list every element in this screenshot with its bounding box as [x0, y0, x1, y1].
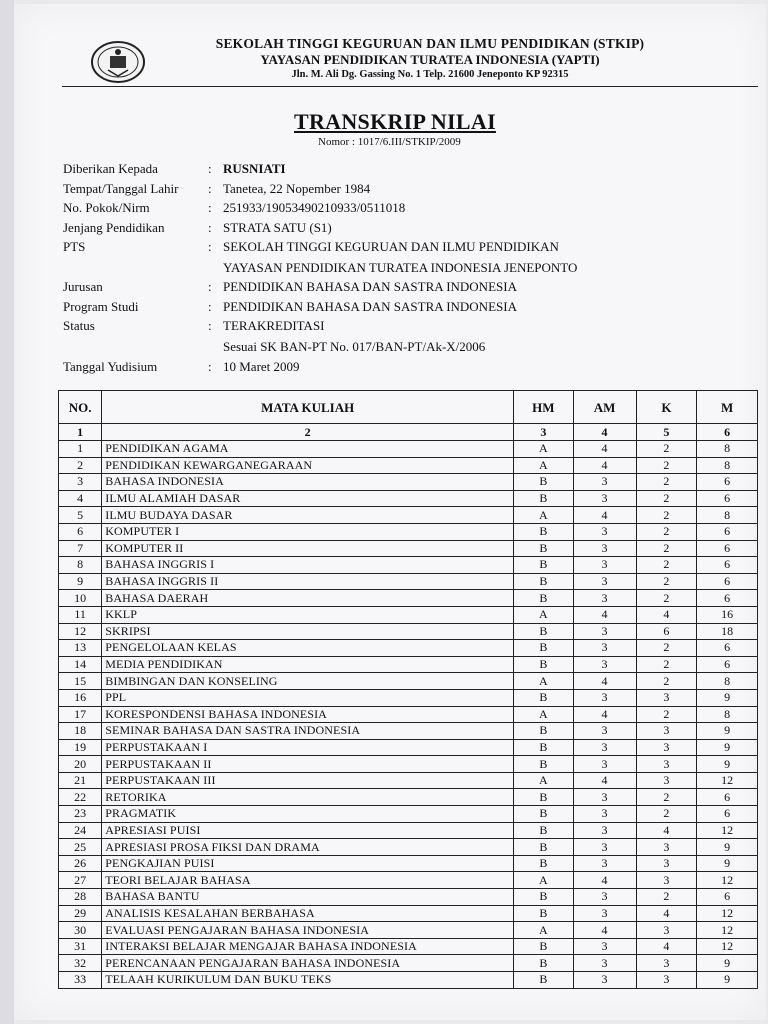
table-row [59, 955, 758, 972]
course-name: SKRIPSI [102, 623, 514, 640]
info-label: Diberikan Kepada [63, 161, 158, 176]
table-row [59, 540, 758, 557]
table-row [59, 839, 758, 856]
course-name: EVALUASI PENGAJARAN BAHASA INDONESIA [102, 922, 514, 939]
quality-points: 6 [697, 474, 758, 491]
info-value: RUSNIATI [223, 161, 286, 176]
quality-points: 6 [697, 656, 758, 673]
col-number: 1 [59, 424, 102, 441]
row-number: 32 [59, 955, 102, 972]
info-colon: : [208, 359, 212, 374]
course-name: BAHASA DAERAH [102, 590, 514, 607]
credits: 2 [636, 889, 697, 906]
grade-point: 3 [573, 490, 636, 507]
table-row [59, 772, 758, 789]
grade-letter: B [514, 739, 573, 756]
quality-points: 12 [697, 922, 758, 939]
row-number: 20 [59, 756, 102, 773]
grade-point: 3 [573, 889, 636, 906]
row-number: 28 [59, 889, 102, 906]
col-header-no: NO. [59, 391, 102, 424]
credits: 2 [636, 573, 697, 590]
course-name: PENGELOLAAN KELAS [102, 640, 514, 657]
course-name: PERENCANAAN PENGAJARAN BAHASA INDONESIA [102, 955, 514, 972]
grade-point: 3 [573, 523, 636, 540]
info-label: Jurusan [63, 279, 103, 294]
credits: 3 [636, 922, 697, 939]
column-number-row [59, 424, 758, 441]
row-number: 19 [59, 739, 102, 756]
grade-letter: B [514, 822, 573, 839]
grade-point: 3 [573, 806, 636, 823]
col-header-mata-kuliah: MATA KULIAH [102, 391, 514, 424]
header-divider [62, 86, 758, 87]
grade-letter: A [514, 441, 573, 458]
table-row [59, 557, 758, 574]
quality-points: 6 [697, 540, 758, 557]
grade-point: 3 [573, 756, 636, 773]
grade-point: 4 [573, 706, 636, 723]
info-colon: : [208, 239, 212, 254]
course-name: BAHASA INGGRIS I [102, 557, 514, 574]
table-row [59, 474, 758, 491]
table-row [59, 922, 758, 939]
table-row [59, 457, 758, 474]
course-name: INTERAKSI BELAJAR MENGAJAR BAHASA INDONESIA [102, 938, 514, 955]
grade-letter: B [514, 806, 573, 823]
grade-point: 4 [573, 457, 636, 474]
quality-points: 8 [697, 673, 758, 690]
quality-points: 9 [697, 972, 758, 989]
grade-letter: B [514, 789, 573, 806]
info-label: Program Studi [63, 299, 139, 314]
credits: 3 [636, 772, 697, 789]
credits: 3 [636, 739, 697, 756]
info-value: YAYASAN PENDIDIKAN TURATEA INDONESIA JENEPONTO [223, 260, 578, 275]
grade-point: 3 [573, 656, 636, 673]
row-number: 23 [59, 806, 102, 823]
grade-letter: B [514, 590, 573, 607]
table-row [59, 972, 758, 989]
grade-letter: B [514, 855, 573, 872]
course-name: PENGKAJIAN PUISI [102, 855, 514, 872]
quality-points: 9 [697, 756, 758, 773]
row-number: 14 [59, 656, 102, 673]
row-number: 33 [59, 972, 102, 989]
info-colon: : [208, 200, 212, 215]
grade-point: 3 [573, 474, 636, 491]
course-name: BAHASA INDONESIA [102, 474, 514, 491]
info-colon: : [208, 181, 212, 196]
institution-address: Jln. M. Ali Dg. Gassing No. 1 Telp. 21600 Jeneponto KP 92315 [291, 69, 569, 80]
credits: 2 [636, 557, 697, 574]
grade-letter: B [514, 656, 573, 673]
row-number: 12 [59, 623, 102, 640]
info-colon: : [208, 318, 212, 333]
grade-letter: B [514, 557, 573, 574]
grade-letter: B [514, 889, 573, 906]
quality-points: 12 [697, 905, 758, 922]
document-number: Nomor : 1017/6.III/STKIP/2009 [318, 136, 461, 148]
credits: 2 [636, 673, 697, 690]
credits: 3 [636, 839, 697, 856]
course-name: MEDIA PENDIDIKAN [102, 656, 514, 673]
foundation-name: YAYASAN PENDIDIKAN TURATEA INDONESIA (YAPTI) [260, 52, 600, 67]
grade-letter: B [514, 905, 573, 922]
quality-points: 6 [697, 557, 758, 574]
info-colon: : [208, 220, 212, 235]
row-number: 13 [59, 640, 102, 657]
info-label: Tempat/Tanggal Lahir [63, 181, 179, 196]
table-row [59, 640, 758, 657]
quality-points: 9 [697, 689, 758, 706]
row-number: 31 [59, 938, 102, 955]
course-name: SEMINAR BAHASA DAN SASTRA INDONESIA [102, 723, 514, 740]
col-header-hm: HM [514, 391, 573, 424]
row-number: 2 [59, 457, 102, 474]
credits: 3 [636, 872, 697, 889]
table-row [59, 441, 758, 458]
grade-letter: B [514, 723, 573, 740]
col-header-k: K [636, 391, 697, 424]
grade-point: 3 [573, 905, 636, 922]
table-row [59, 590, 758, 607]
row-number: 21 [59, 772, 102, 789]
row-number: 8 [59, 557, 102, 574]
grade-point: 3 [573, 590, 636, 607]
row-number: 25 [59, 839, 102, 856]
table-row [59, 889, 758, 906]
quality-points: 12 [697, 872, 758, 889]
row-number: 29 [59, 905, 102, 922]
row-number: 10 [59, 590, 102, 607]
quality-points: 8 [697, 441, 758, 458]
info-value: Sesuai SK BAN-PT No. 017/BAN-PT/Ak-X/2006 [223, 339, 486, 354]
table-row [59, 573, 758, 590]
table-row [59, 723, 758, 740]
grade-point: 4 [573, 922, 636, 939]
table-row [59, 938, 758, 955]
row-number: 17 [59, 706, 102, 723]
col-number: 5 [636, 424, 697, 441]
quality-points: 6 [697, 523, 758, 540]
course-name: BAHASA INGGRIS II [102, 573, 514, 590]
info-value: Tanetea, 22 Nopember 1984 [223, 181, 371, 196]
document-title: TRANSKRIP NILAI [294, 109, 496, 134]
grade-point: 3 [573, 623, 636, 640]
info-label: No. Pokok/Nirm [63, 200, 150, 215]
course-name: ILMU BUDAYA DASAR [102, 507, 514, 524]
course-name: KOMPUTER II [102, 540, 514, 557]
credits: 2 [636, 789, 697, 806]
row-number: 7 [59, 540, 102, 557]
col-number: 3 [514, 424, 573, 441]
course-name: PPL [102, 689, 514, 706]
grades-table [58, 390, 758, 989]
course-name: ILMU ALAMIAH DASAR [102, 490, 514, 507]
course-name: APRESIASI PROSA FIKSI DAN DRAMA [102, 839, 514, 856]
credits: 3 [636, 756, 697, 773]
grade-letter: A [514, 706, 573, 723]
info-label: Status [63, 318, 95, 333]
grade-point: 4 [573, 507, 636, 524]
quality-points: 18 [697, 623, 758, 640]
quality-points: 8 [697, 706, 758, 723]
quality-points: 6 [697, 889, 758, 906]
page-edge [0, 0, 14, 1024]
credits: 2 [636, 507, 697, 524]
course-name: PERPUSTAKAAN III [102, 772, 514, 789]
row-number: 9 [59, 573, 102, 590]
table-row [59, 756, 758, 773]
grade-point: 3 [573, 573, 636, 590]
quality-points: 6 [697, 806, 758, 823]
grade-letter: B [514, 839, 573, 856]
credits: 2 [636, 540, 697, 557]
grade-letter: B [514, 938, 573, 955]
row-number: 26 [59, 855, 102, 872]
quality-points: 12 [697, 772, 758, 789]
grade-point: 3 [573, 739, 636, 756]
table-row [59, 872, 758, 889]
info-value: 10 Maret 2009 [223, 359, 300, 374]
credits: 3 [636, 689, 697, 706]
col-header-m: M [697, 391, 758, 424]
quality-points: 6 [697, 490, 758, 507]
grade-point: 3 [573, 789, 636, 806]
table-row [59, 507, 758, 524]
quality-points: 6 [697, 573, 758, 590]
grade-letter: A [514, 673, 573, 690]
grade-point: 3 [573, 972, 636, 989]
credits: 2 [636, 441, 697, 458]
course-name: TEORI BELAJAR BAHASA [102, 872, 514, 889]
info-label: Jenjang Pendidikan [63, 220, 165, 235]
table-row [59, 606, 758, 623]
grade-point: 3 [573, 839, 636, 856]
table-row [59, 490, 758, 507]
col-header-am: AM [573, 391, 636, 424]
info-colon: : [208, 279, 212, 294]
grade-point: 3 [573, 822, 636, 839]
row-number: 15 [59, 673, 102, 690]
grade-point: 4 [573, 606, 636, 623]
info-value: 251933/19053490210933/0511018 [223, 200, 406, 215]
credits: 2 [636, 523, 697, 540]
course-name: KORESPONDENSI BAHASA INDONESIA [102, 706, 514, 723]
course-name: RETORIKA [102, 789, 514, 806]
grade-letter: B [514, 972, 573, 989]
col-number: 4 [573, 424, 636, 441]
quality-points: 9 [697, 855, 758, 872]
grade-point: 3 [573, 540, 636, 557]
course-name: BIMBINGAN DAN KONSELING [102, 673, 514, 690]
row-number: 3 [59, 474, 102, 491]
credits: 3 [636, 855, 697, 872]
quality-points: 9 [697, 739, 758, 756]
table-row [59, 806, 758, 823]
course-name: APRESIASI PUISI [102, 822, 514, 839]
course-name: BAHASA BANTU [102, 889, 514, 906]
credits: 2 [636, 640, 697, 657]
table-row [59, 855, 758, 872]
row-number: 24 [59, 822, 102, 839]
info-value: TERAKREDITASI [223, 318, 325, 333]
grade-point: 4 [573, 441, 636, 458]
table-row [59, 739, 758, 756]
grade-letter: B [514, 640, 573, 657]
quality-points: 6 [697, 789, 758, 806]
quality-points: 16 [697, 606, 758, 623]
row-number: 5 [59, 507, 102, 524]
quality-points: 12 [697, 822, 758, 839]
info-colon: : [208, 161, 212, 176]
grade-letter: B [514, 573, 573, 590]
grade-point: 3 [573, 557, 636, 574]
course-name: KKLP [102, 606, 514, 623]
row-number: 1 [59, 441, 102, 458]
grade-point: 3 [573, 689, 636, 706]
row-number: 30 [59, 922, 102, 939]
grade-letter: A [514, 507, 573, 524]
grade-point: 4 [573, 772, 636, 789]
course-name: PERPUSTAKAAN I [102, 739, 514, 756]
quality-points: 9 [697, 955, 758, 972]
table-header-row [59, 391, 758, 424]
grade-letter: A [514, 772, 573, 789]
grade-point: 3 [573, 855, 636, 872]
credits: 2 [636, 474, 697, 491]
info-value: SEKOLAH TINGGI KEGURUAN DAN ILMU PENDIDIKAN [223, 239, 559, 254]
credits: 4 [636, 938, 697, 955]
credits: 2 [636, 590, 697, 607]
row-number: 16 [59, 689, 102, 706]
col-number: 6 [697, 424, 758, 441]
table-row [59, 905, 758, 922]
quality-points: 8 [697, 507, 758, 524]
info-label: Tanggal Yudisium [63, 359, 158, 374]
grade-letter: B [514, 474, 573, 491]
grade-letter: B [514, 490, 573, 507]
course-name: PRAGMATIK [102, 806, 514, 823]
grade-point: 4 [573, 872, 636, 889]
grade-letter: B [514, 523, 573, 540]
info-value: PENDIDIKAN BAHASA DAN SASTRA INDONESIA [223, 279, 517, 294]
row-number: 11 [59, 606, 102, 623]
grade-point: 3 [573, 938, 636, 955]
grade-letter: A [514, 457, 573, 474]
grade-point: 3 [573, 723, 636, 740]
credits: 4 [636, 905, 697, 922]
table-row [59, 706, 758, 723]
info-value: STRATA SATU (S1) [223, 220, 332, 235]
credits: 3 [636, 723, 697, 740]
quality-points: 12 [697, 938, 758, 955]
table-row [59, 523, 758, 540]
grade-letter: B [514, 689, 573, 706]
grade-letter: A [514, 606, 573, 623]
course-name: ANALISIS KESALAHAN BERBAHASA [102, 905, 514, 922]
quality-points: 9 [697, 839, 758, 856]
quality-points: 9 [697, 723, 758, 740]
row-number: 18 [59, 723, 102, 740]
info-colon: : [208, 299, 212, 314]
quality-points: 6 [697, 590, 758, 607]
grade-letter: B [514, 756, 573, 773]
info-label: PTS [63, 239, 86, 254]
credits: 2 [636, 706, 697, 723]
grade-point: 4 [573, 673, 636, 690]
quality-points: 6 [697, 640, 758, 657]
credits: 3 [636, 955, 697, 972]
grade-letter: A [514, 922, 573, 939]
row-number: 4 [59, 490, 102, 507]
credits: 2 [636, 490, 697, 507]
table-row [59, 822, 758, 839]
table-row [59, 656, 758, 673]
course-name: TELAAH KURIKULUM DAN BUKU TEKS [102, 972, 514, 989]
grade-letter: B [514, 955, 573, 972]
grade-point: 3 [573, 640, 636, 657]
credits: 2 [636, 457, 697, 474]
row-number: 22 [59, 789, 102, 806]
grade-letter: A [514, 872, 573, 889]
course-name: KOMPUTER I [102, 523, 514, 540]
credits: 2 [636, 806, 697, 823]
table-row [59, 673, 758, 690]
course-name: PENDIDIKAN AGAMA [102, 441, 514, 458]
table-row [59, 789, 758, 806]
row-number: 27 [59, 872, 102, 889]
table-row [59, 623, 758, 640]
institution-name: SEKOLAH TINGGI KEGURUAN DAN ILMU PENDIDIKAN (STKIP) [215, 36, 645, 51]
row-number: 6 [59, 523, 102, 540]
credits: 6 [636, 623, 697, 640]
course-name: PERPUSTAKAAN II [102, 756, 514, 773]
table-row [59, 689, 758, 706]
credits: 4 [636, 606, 697, 623]
grade-letter: B [514, 623, 573, 640]
grade-letter: B [514, 540, 573, 557]
col-number: 2 [102, 424, 514, 441]
credits: 4 [636, 822, 697, 839]
course-name: PENDIDIKAN KEWARGANEGARAAN [102, 457, 514, 474]
grade-point: 3 [573, 955, 636, 972]
quality-points: 8 [697, 457, 758, 474]
info-value: PENDIDIKAN BAHASA DAN SASTRA INDONESIA [223, 299, 517, 314]
credits: 2 [636, 656, 697, 673]
credits: 3 [636, 972, 697, 989]
